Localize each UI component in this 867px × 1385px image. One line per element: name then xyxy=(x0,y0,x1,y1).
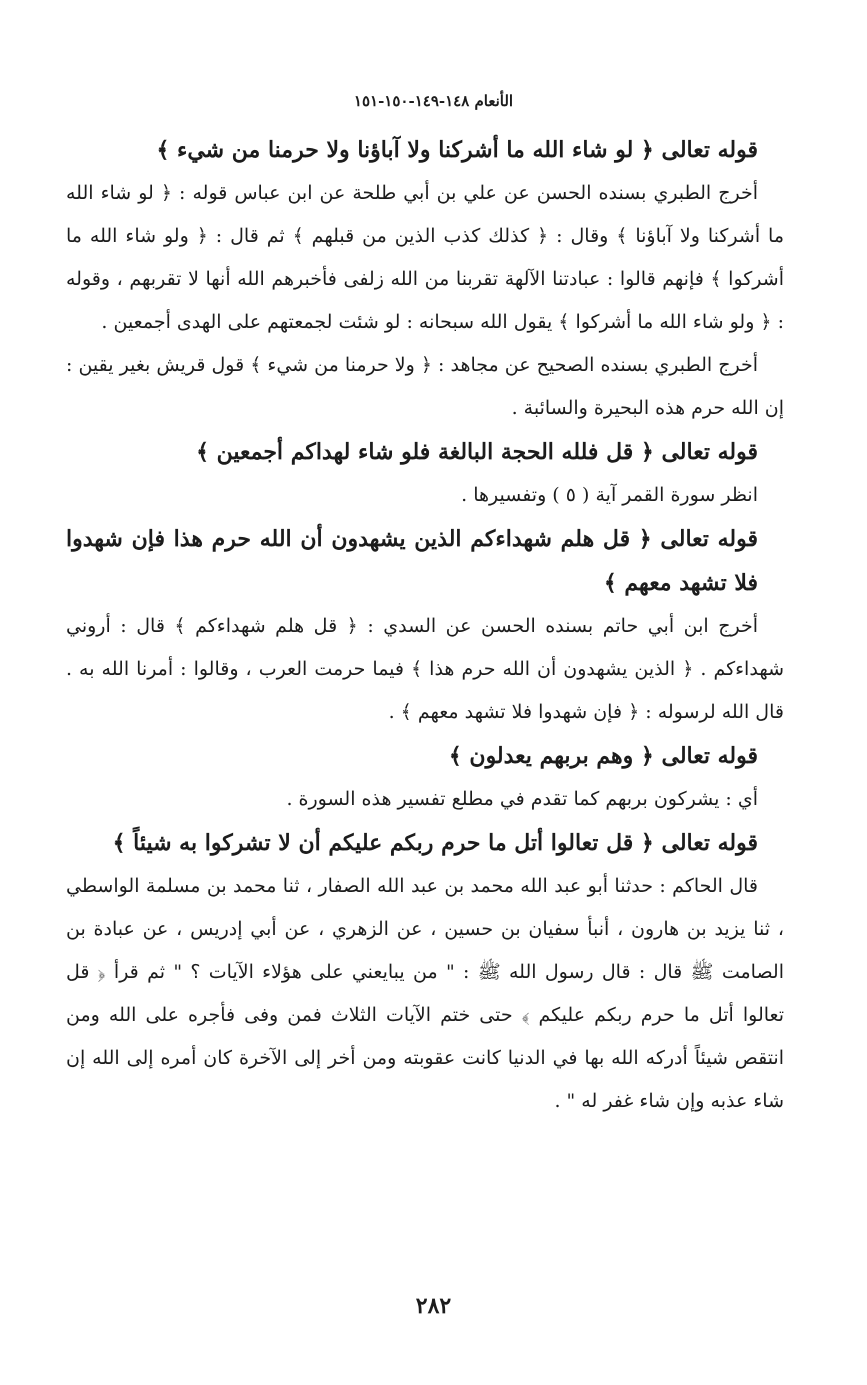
verse-heading: قوله تعالى ﴿ وهم بربهم يعدلون ﴾ xyxy=(448,743,758,769)
page-body xyxy=(66,128,784,1123)
commentary-paragraph: أخرج الطبري بسنده الصحيح عن مجاهد : ﴿ ولا حرمنا من شيء ﴾ قول قريش بغير يقين : إن الله حرم هذه البحيرة والسائبة . xyxy=(66,354,784,419)
commentary-paragraph: أي : يشركون بربهم كما تقدم في مطلع تفسير هذه السورة . xyxy=(286,788,758,810)
commentary-paragraph: أخرج الطبري بسنده الحسن عن علي بن أبي طلحة عن ابن عباس قوله : ﴿ لو شاء الله ما أشركنا ولا آباؤنا ﴾ وقال : ﴿ كذلك كذب الذين من قبلهم ﴾ ثم قال : ﴿ ولو شاء الله ما أشركوا ﴾ فإنهم قالوا : عبادتنا الآلهة تقربنا من الله زلفى فأخبرهم الله أنها لا تقربهم ، وقوله : ﴿ ولو شاء الله ما أشركوا ﴾ يقول الله سبحانه : لو شئت لجمعتهم على الهدى أجمعين . xyxy=(66,182,785,333)
verse-heading: قوله تعالى ﴿ قل هلم شهداءكم الذين يشهدون أن الله حرم هذا فإن شهدوا فلا تشهد معهم ﴾ xyxy=(66,526,758,596)
verse-heading: قوله تعالى ﴿ لو شاء الله ما أشركنا ولا آباؤنا ولا حرمنا من شيء ﴾ xyxy=(156,137,758,163)
page-number: ٢٨٢ xyxy=(415,1293,452,1319)
commentary-paragraph: أخرج ابن أبي حاتم بسنده الحسن عن السدي : ﴿ قل هلم شهداءكم ﴾ قال : أروني شهداءكم . ﴿ الذين يشهدون أن الله حرم هذا ﴾ فيما حرمت العرب ، وقالوا : أمرنا الله به . قال الله لرسوله : ﴿ فإن شهدوا فلا تشهد معهم ﴾ . xyxy=(66,615,784,723)
verse-heading: قوله تعالى ﴿ قل فلله الحجة البالغة فلو شاء لهداكم أجمعين ﴾ xyxy=(196,439,758,465)
commentary-paragraph: قال الحاكم : حدثنا أبو عبد الله محمد بن عبد الله الصفار ، ثنا محمد بن مسلمة الواسطي ، ثنا يزيد بن هارون ، أنبأ سفيان بن حسين ، عن الزهري ، عن أبي إدريس ، عن عبادة بن الصامت ﷺ قال : قال رسول الله ﷺ : " من يبايعني على هؤلاء الآيات ؟ " ثم قرأ ﴿ قل تعالوا أتل ما حرم ربكم عليكم ﴾ حتى ختم الآيات الثلاث فمن وفى فأجره على الله ومن انتقص شيئاً أدركه الله بها في الدنيا كانت عقوبته ومن أخر إلى الآخرة كان أمره إلى الله إن شاء عذبه وإن شاء غفر له " . xyxy=(66,875,784,1112)
commentary-paragraph: انظر سورة القمر آية ( ٥ ) وتفسيرها . xyxy=(461,484,758,506)
verse-heading: قوله تعالى ﴿ قل تعالوا أتل ما حرم ربكم عليكم أن لا تشركوا به شيئاً ﴾ xyxy=(112,830,758,856)
running-header: الأنعام ١٤٨-١٤٩-١٥٠-١٥١ xyxy=(353,92,514,110)
